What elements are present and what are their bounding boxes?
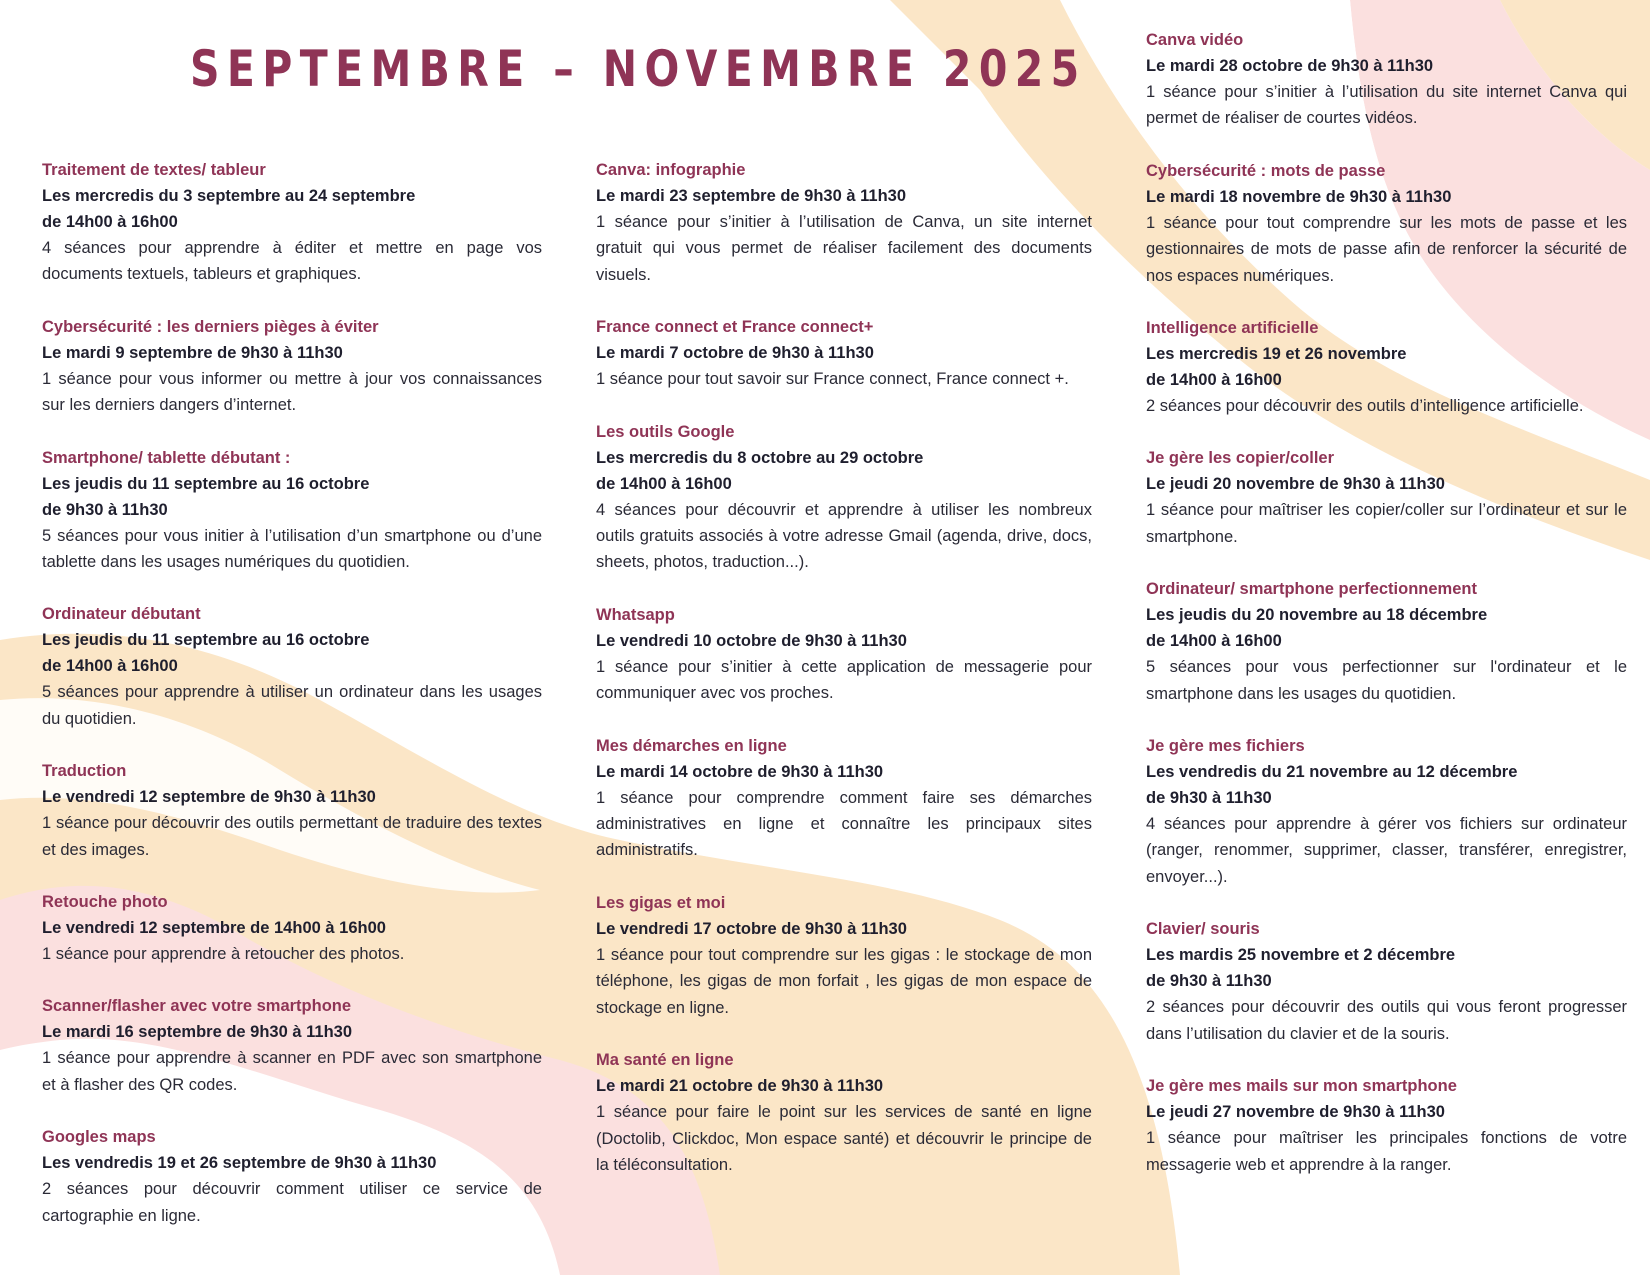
section-traitement-de-textes: [42, 157, 542, 288]
column-2: [596, 157, 1092, 1204]
section-demarches-en-ligne: [596, 733, 1092, 864]
section-title: Ordinateur débutant: [42, 605, 201, 624]
section-description: 1 séance pour s’initier à cette application de messagerie pour communiquer avec vos proches.: [596, 657, 1092, 703]
section-title: Whatsapp: [596, 605, 675, 624]
section-sante-en-ligne: [596, 1047, 1092, 1178]
section-description: 1 séance pour comprendre comment faire ses démarches administratives en ligne et connaître les principaux sites administratifs.: [596, 788, 1092, 860]
section-france-connect: [596, 314, 1092, 392]
section-canva-infographie: [596, 157, 1092, 288]
section-description: 1 séance pour maîtriser les principales fonctions de votre messagerie web et apprendre à la ranger.: [1146, 1129, 1627, 1174]
section-date: Les mardis 25 novembre et 2 décembre de 9h30 à 11h30: [1146, 946, 1456, 991]
section-title: Traitement de textes/ tableur: [42, 161, 266, 179]
section-date: Les mercredis 19 et 26 novembre de 14h00 à 16h00: [1146, 345, 1407, 390]
section-ordinateur-smartphone-perfectionnement: [1146, 576, 1627, 707]
section-copier-coller: [1146, 445, 1627, 550]
section-title: Je gère les copier/coller: [1146, 449, 1335, 468]
section-description: 1 séance pour tout comprendre sur les gigas : le stockage de mon téléphone, les gigas de mon forfait , les gigas de mon espace de stockage en ligne.: [596, 945, 1092, 1017]
section-date: Le vendredi 12 septembre de 14h00 à 16h00: [42, 919, 386, 938]
section-description: 4 séances pour découvrir et apprendre à utiliser les nombreux outils gratuits associés à votre adresse Gmail (agenda, drive, docs, sheets, photos, traduction...).: [596, 500, 1092, 572]
section-title: Je gère mes fichiers: [1146, 737, 1305, 756]
section-date: Le mardi 9 septembre de 9h30 à 11h30: [42, 343, 343, 362]
column-1: [42, 157, 542, 1255]
page-title: SEPTEMBRE – NOVEMBRE 2025: [190, 40, 1087, 98]
section-description: 1 séance pour tout comprendre sur les mots de passe et les gestionnaires de mots de passe afin de renforcer la sécurité de nos espaces numériques.: [1146, 213, 1627, 285]
section-description: 1 séance pour s’initier à l’utilisation de Canva, un site internet gratuit qui vous permet de réaliser facilement des documents visuels.: [596, 213, 1092, 284]
section-date: Le vendredi 12 septembre de 9h30 à 11h30: [42, 788, 376, 807]
section-date: Les mercredis du 3 septembre au 24 septembre de 14h00 à 16h00: [42, 187, 416, 231]
section-date: Les vendredis 19 et 26 septembre de 9h30 à 11h30: [42, 1154, 437, 1173]
section-title: Les gigas et moi: [596, 893, 726, 912]
section-description: 1 séance pour s’initier à l’utilisation du site internet Canva qui permet de réaliser de courtes vidéos.: [1146, 83, 1627, 128]
section-description: 1 séance pour faire le point sur les services de santé en ligne (Doctolib, Clickdoc, Mon espace santé) et découvrir le principe de la téléconsultation.: [596, 1103, 1092, 1174]
section-title: Smartphone/ tablette débutant :: [42, 448, 291, 467]
section-date: Le mardi 28 octobre de 9h30 à 11h30: [1146, 57, 1434, 75]
section-description: 2 séances pour découvrir comment utiliser ce service de cartographie en ligne.: [42, 1180, 542, 1225]
section-title: Les outils Google: [596, 422, 735, 441]
section-description: 1 séance pour apprendre à scanner en PDF avec son smartphone et à flasher des QR codes.: [42, 1049, 542, 1094]
section-title: Clavier/ souris: [1146, 920, 1260, 939]
section-canva-video: [1146, 27, 1627, 132]
section-date: Le jeudi 20 novembre de 9h30 à 11h30: [1146, 475, 1445, 494]
section-title: Cybersécurité : les derniers pièges à éviter: [42, 317, 379, 336]
section-gigas-et-moi: [596, 890, 1092, 1021]
section-date: Les jeudis du 11 septembre au 16 octobre de 9h30 à 11h30: [42, 474, 370, 519]
section-description: 1 séance pour découvrir des outils permettant de traduire des textes et des images.: [42, 814, 542, 859]
section-date: Les jeudis du 11 septembre au 16 octobre de 14h00 à 16h00: [42, 631, 370, 676]
section-title: Canva vidéo: [1146, 31, 1244, 49]
section-description: 2 séances pour découvrir des outils qui vous feront progresser dans l’utilisation du clavier et de la souris.: [1146, 998, 1627, 1043]
section-date: Le mardi 18 novembre de 9h30 à 11h30: [1146, 187, 1452, 206]
section-date: Le mardi 7 octobre de 9h30 à 11h30: [596, 344, 874, 363]
section-retouche-photo: [42, 889, 542, 967]
section-description: 1 séance pour tout savoir sur France connect, France connect +.: [596, 370, 1069, 389]
section-title: Scanner/flasher avec votre smartphone: [42, 997, 352, 1016]
section-date: Le mardi 16 septembre de 9h30 à 11h30: [42, 1023, 352, 1042]
section-clavier-souris: [1146, 916, 1627, 1047]
section-description: 5 séances pour vous initier à l’utilisation d’un smartphone ou d’une tablette dans les usages numériques du quotidien.: [42, 526, 542, 572]
section-mails-smartphone: [1146, 1073, 1627, 1178]
section-title: Cybersécurité : mots de passe: [1146, 161, 1386, 180]
section-cybersecurite-pieges: [42, 314, 542, 419]
section-description: 4 séances pour apprendre à éditer et mettre en page vos documents textuels, tableurs et graphiques.: [42, 239, 542, 284]
section-smartphone-tablette: [42, 445, 542, 576]
section-title: Canva: infographie: [596, 161, 746, 179]
section-traduction: [42, 758, 542, 863]
section-gere-mes-fichiers: [1146, 733, 1627, 890]
section-title: Googles maps: [42, 1128, 156, 1147]
section-cybersecurite-mots-de-passe: [1146, 158, 1627, 289]
section-scanner-flasher: [42, 993, 542, 1098]
section-date: Le vendredi 17 octobre de 9h30 à 11h30: [596, 919, 907, 938]
section-title: Retouche photo: [42, 893, 168, 912]
section-date: Le vendredi 10 octobre de 9h30 à 11h30: [596, 631, 907, 650]
section-date: Le mardi 14 octobre de 9h30 à 11h30: [596, 762, 884, 781]
section-description: 2 séances pour découvrir des outils d’intelligence artificielle.: [1146, 397, 1584, 416]
section-description: 4 séances pour apprendre à gérer vos fichiers sur ordinateur (ranger, renommer, supprimer, classer, transférer, enregistrer, envoyer...).: [1146, 815, 1627, 886]
section-date: Les vendredis du 21 novembre au 12 décembre de 9h30 à 11h30: [1146, 763, 1518, 808]
section-googles-maps: [42, 1124, 542, 1229]
section-date: Le jeudi 27 novembre de 9h30 à 11h30: [1146, 1103, 1445, 1122]
section-date: Le mardi 21 octobre de 9h30 à 11h30: [596, 1077, 884, 1096]
section-description: 1 séance pour vous informer ou mettre à jour vos connaissances sur les derniers dangers d’internet.: [42, 369, 542, 415]
section-title: Ordinateur/ smartphone perfectionnement: [1146, 580, 1477, 599]
section-outils-google: [596, 419, 1092, 576]
section-intelligence-artificielle: [1146, 315, 1627, 419]
section-title: Traduction: [42, 762, 127, 781]
section-description: 5 séances pour apprendre à utiliser un ordinateur dans les usages du quotidien.: [42, 683, 542, 728]
section-date: Le mardi 23 septembre de 9h30 à 11h30: [596, 187, 906, 205]
section-title: France connect et France connect+: [596, 318, 874, 337]
section-date: Les mercredis du 8 octobre au 29 octobre de 14h00 à 16h00: [596, 448, 924, 493]
column-3: [1146, 27, 1627, 1204]
section-title: Je gère mes mails sur mon smartphone: [1146, 1077, 1457, 1096]
section-description: 1 séance pour maîtriser les copier/coller sur l’ordinateur et sur le smartphone.: [1146, 501, 1627, 546]
section-title: Mes démarches en ligne: [596, 736, 787, 755]
section-whatsapp: [596, 602, 1092, 707]
section-description: 5 séances pour vous perfectionner sur l'ordinateur et le smartphone dans les usages du quotidien.: [1146, 658, 1627, 703]
section-title: Ma santé en ligne: [596, 1051, 734, 1070]
section-ordinateur-debutant: [42, 601, 542, 732]
section-title: Intelligence artificielle: [1146, 319, 1319, 338]
section-description: 1 séance pour apprendre à retoucher des photos.: [42, 945, 405, 964]
section-date: Les jeudis du 20 novembre au 18 décembre de 14h00 à 16h00: [1146, 606, 1488, 651]
